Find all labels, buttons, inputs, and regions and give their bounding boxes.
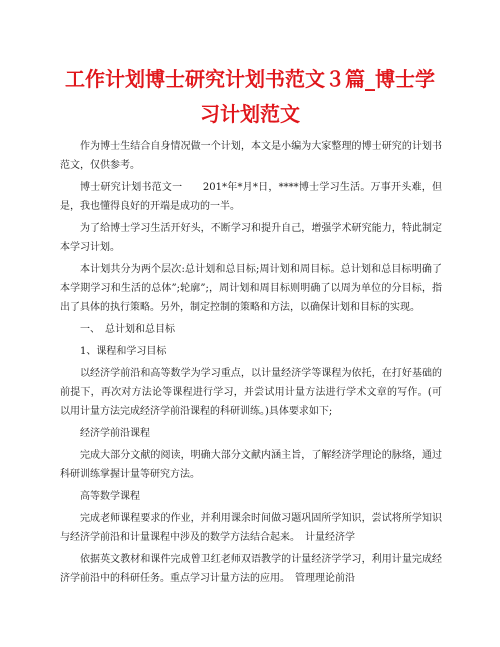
economics-frontier-paragraph: 完成大部分文献的阅读，明确大部分文献内涵主旨，了解经济学理论的脉络，通过科研训练掌握计量等研究方法。 bbox=[60, 450, 442, 480]
section-heading-overall-plan: 一、 总计划和总目标 bbox=[80, 324, 175, 335]
document-body bbox=[60, 137, 442, 591]
intro-paragraph: 作为博士生结合自身情况做一个计划，本文是小编为大家整理的博士研究的计划书范文，仅供参考。 bbox=[60, 141, 442, 171]
course-heading-advanced-math: 高等数学课程 bbox=[80, 491, 140, 502]
advanced-math-paragraph: 完成老师课程要求的作业，并利用课余时间做习题巩固所学知识，尝试将所学知识与经济学前沿和计量课程中涉及的数学方法结合起来。 计量经济学 bbox=[60, 513, 442, 543]
document-title-line-2: 习计划范文 bbox=[200, 102, 300, 126]
document-title-line-1: 工作计划博士研究计划书范文３篇_博士学 bbox=[65, 67, 435, 91]
course-heading-economics-frontier: 经济学前沿课程 bbox=[80, 428, 150, 439]
sample-one-paragraph: 博士研究计划书范文一 201*年*月*日，****博士学习生活。万事开头难，但是，我也懂得良好的开端是成功的一半。 bbox=[60, 182, 442, 212]
econometrics-paragraph: 依据英文教材和课件完成曾卫红老师双语教学的计量经济学学习，利用计量完成经济学前沿中的科研任务。重点学习计量方法的应用。 管理理论前沿 bbox=[60, 554, 442, 584]
course-focus-paragraph: 以经济学前沿和高等数学为学习重点，以计量经济学等课程为依托，在打好基础的前提下，再次对方法论等课程进行学习，并尝试用计量方法进行学术文章的写作。(可以用计量方法完成经济学前沿课程的科研训练。)具体要求如下; bbox=[60, 368, 442, 417]
purpose-paragraph: 为了给博士学习生活开好头，不断学习和提升自己，增强学术研究能力，特此制定本学习计划。 bbox=[60, 223, 442, 253]
plan-structure-paragraph: 本计划共分为两个层次:总计划和总目标;周计划和周目标。总计划和总目标明确了本学期学习和生活的总体”;轮廓”;，周计划和周目标则明确了以周为单位的分目标，指出了具体的执行策略。另外，制定控制的策略和方法，以确保计划和目标的实现。 bbox=[60, 264, 442, 313]
subsection-heading-course-goals: 1、课程和学习目标 bbox=[80, 346, 167, 357]
